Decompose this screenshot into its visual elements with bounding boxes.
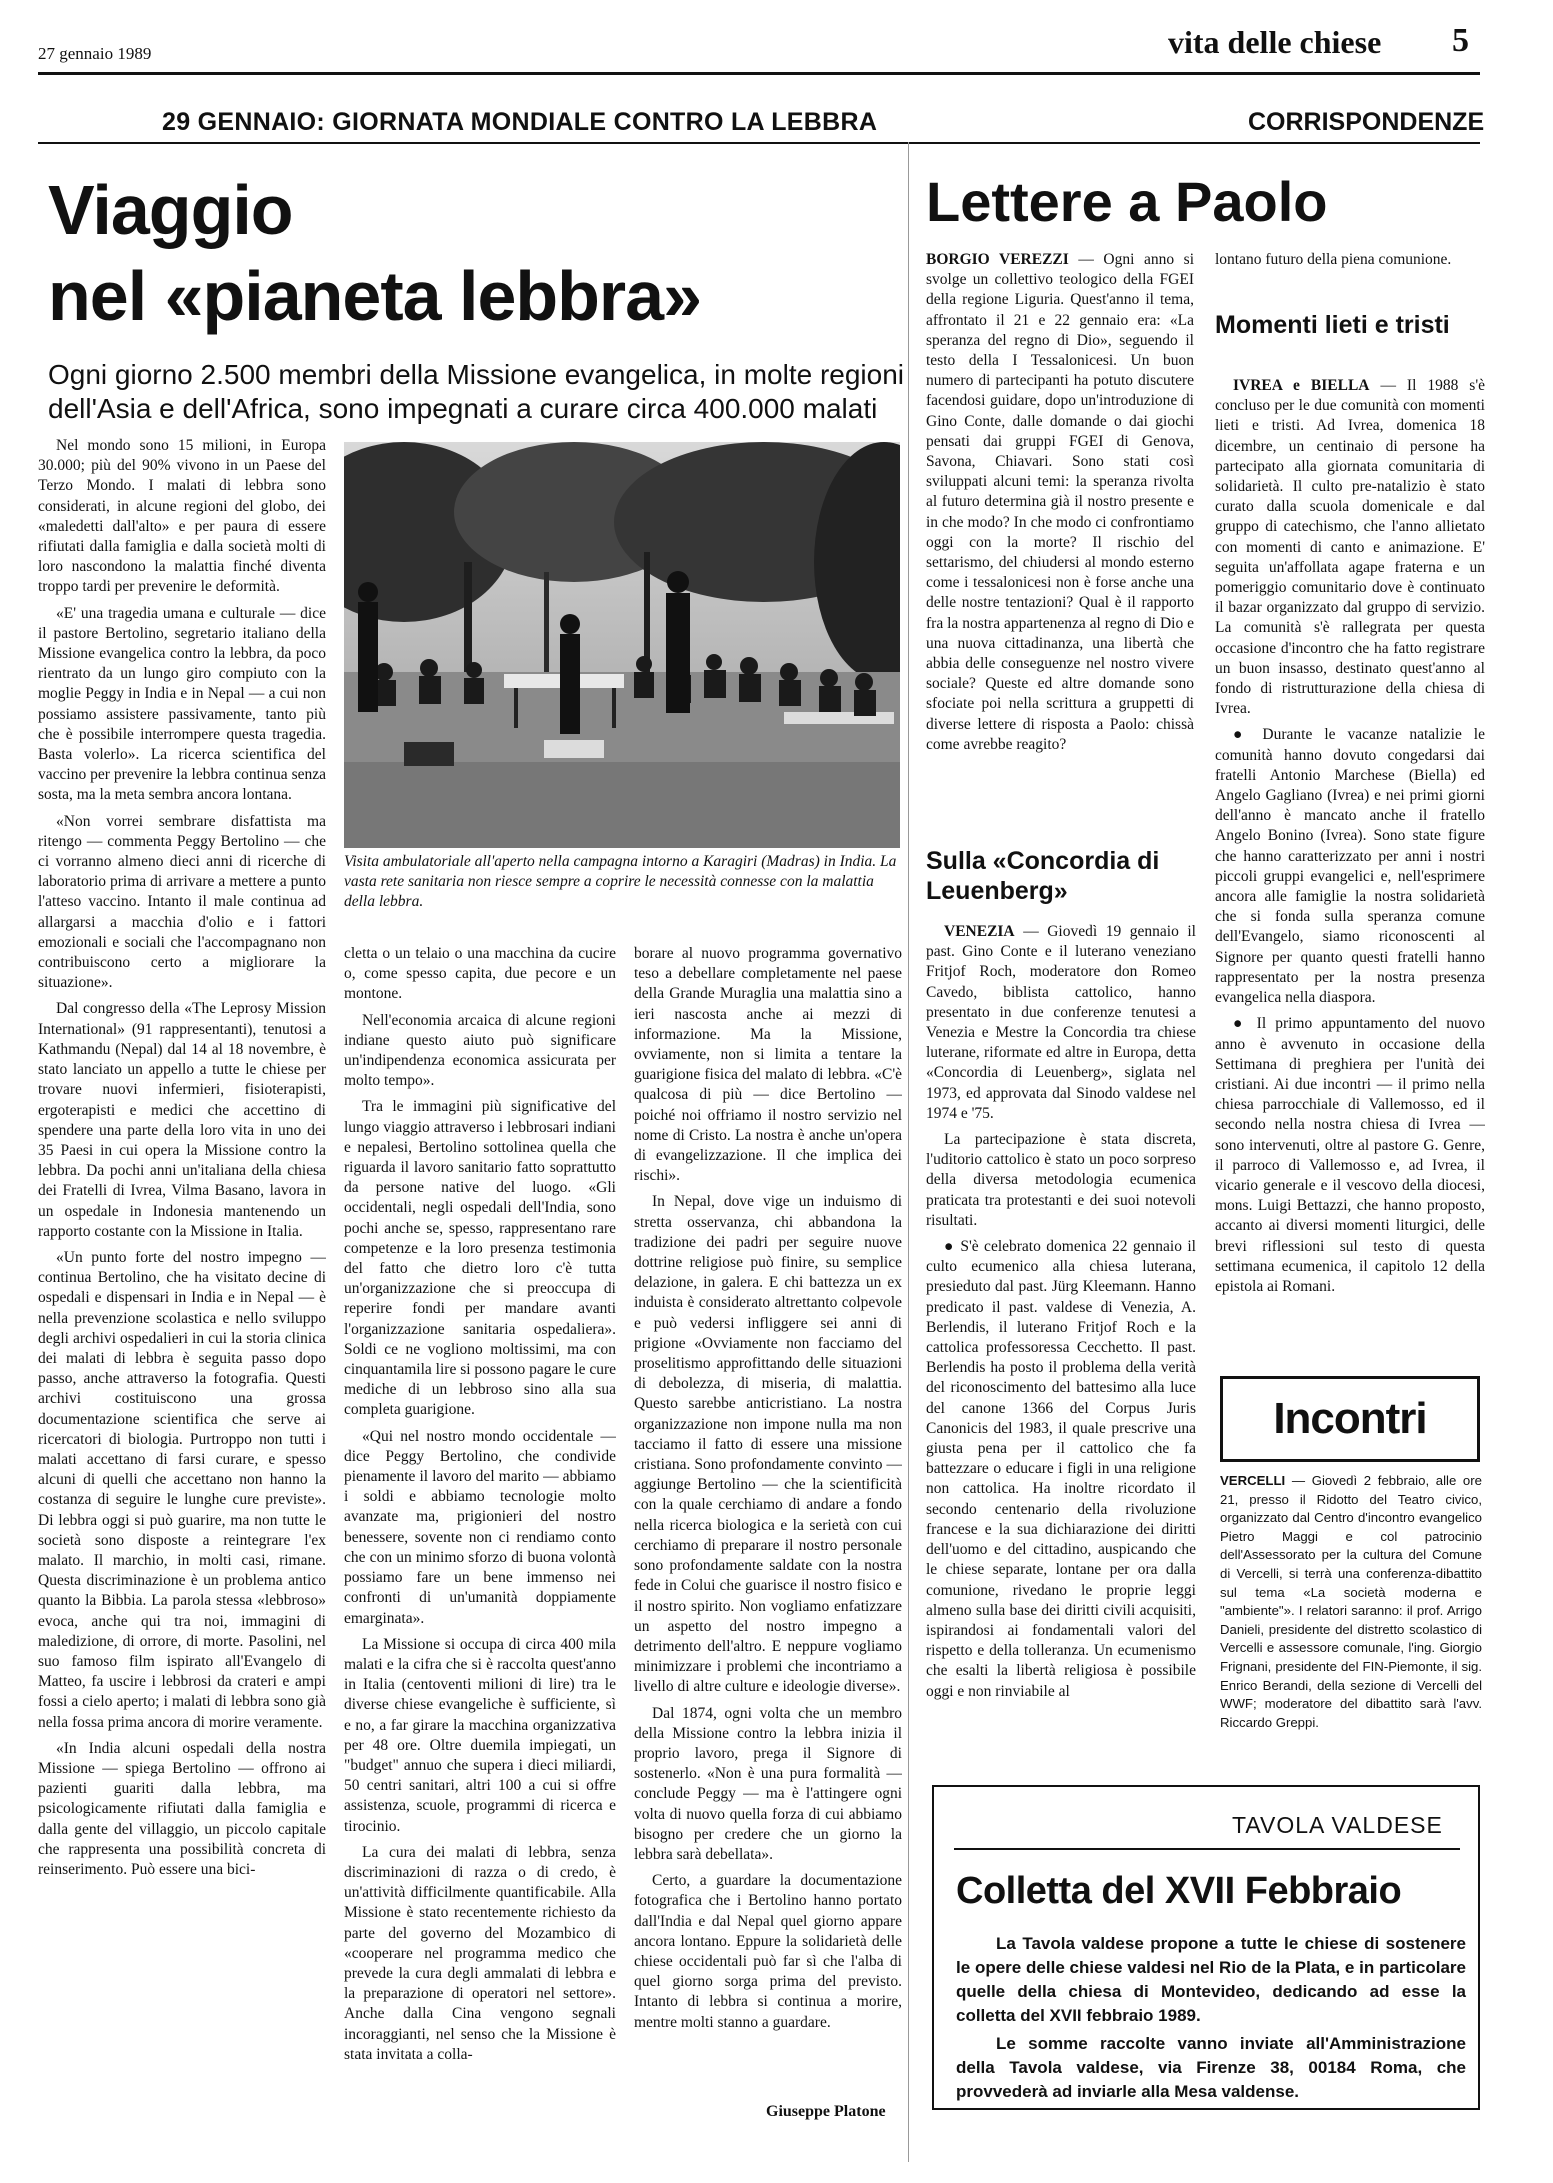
article-column-1 bbox=[38, 436, 326, 2126]
incontri-box bbox=[1220, 1376, 1480, 1462]
paragraph: ● S'è celebrato domenica 22 gennaio il culto ecumenico alla chiesa luterana, presieduto dal past. Jürg Kleemann. Hanno predicato il past. valdese di Venezia, A. Berlendis, il luterano Fritjof Roch e la cattolica professoressa Cecchetto. Il past. Berlendis ha posto il problema della verità del riconoscimento del battesimo alla luce del canone 1366 del Corpus Juris Canonicis del 1983, il quale prescrive una giusta pena per il cattolico che fa battezzare o educare i figli in una religione non cattolica. Ha inoltre ricordato il secondo centenario della rivoluzione francese e la sua dichiarazione dei diritti dell'uomo e del cittadino, auspicando che le chiese separate, lontane per ora dalla comunione, rivedano le proprie leggi almeno sulla base dei diritti civili acquisiti, ispirandosi ai fondamentali valori del rispetto e della tolleranza. Un ecumenismo che esalti la libertà religiosa è possibile oggi e non rinviabile al bbox=[926, 1238, 1196, 1700]
paragraph: «Un punto forte del nostro impegno — continua Bertolino, che ha visitato decine di ospedali e dispensari in India e in Nepal — è nella prevenzione scolastica e nello sviluppo degli archivi ospedalieri in cui la storia clinica dei malati di lebbra è seguita passo dopo passo, anche attraverso la fotografia. Questi archivi costituiscono una grossa documentazione scientifica che serve ai ricercatori di biologia. Purtroppo non tutti i malati accettano di farsi curare, e spesso alcuni di quelli che accettano non hanno la costanza di seguire le lunghe cure previste». Di lebbra oggi si può guarire, ma non tutte le società sono disposte a reintegrare l'ex malato. Il marchio, in molti casi, rimane. Questa discriminazione è un problema antico quanto la Bibbia. La parola stessa «lebbroso» evoca, anche qui tra noi, immagini di maledizione, di orrore, di morte. Pasolini, nel suo famoso film ispirato all'Evangelo di Matteo, fa uscire i lebbrosi da crateri e ampi fossi a cielo aperto; i malati di lebbra sono già nella fossa prima ancora di morire veramente. bbox=[38, 1248, 326, 1731]
paragraph: BORGIO VEREZZI — Ogni anno si svolge un collettivo teologico della FGEI della regione Liguria. Quest'anno il tema, affrontato il 21 e 22 gennaio era: «La speranza del regno di Dio», seguendo il testo della I Tessalonicesi. Un buon numero di partecipanti ha potuto discutere facendosi guidare, dopo un'introduzione di Gino Conte, dalle domande o dai giochi pensati dai gruppi FGEI di Genova, Savona, Chiavari. Sono stati così sviluppati alcuni temi: la speranza rivolta al futuro determina già il nostro presente e in che modo? In che modo ci confrontiamo oggi con la morte? Il rischio del settarismo, del chiudersi al mondo esterno come i tessalonicesi non è forse anche una delle nostre tentazioni? Qual è il rapporto fra la nostra appartenenza al regno di Dio e una nuova cittadinanza, una libertà che abbia delle conseguenze nel nostro vivere sociale? Queste ed altre domande sono sfociate poi nella scrittura a gruppetti di diverse lettere di risposta a Paolo: chissà come avrebbe reagito? bbox=[926, 251, 1194, 753]
paragraph: lontano futuro della piena comunione. bbox=[1215, 251, 1452, 268]
paragraph: La partecipazione è stata discreta, l'uditorio cattolico è stato un poco sorpreso della diversa metodologia ecumenica praticata tra protestanti e dei suoi notevoli risultati. bbox=[926, 1131, 1196, 1229]
letters-column-1 bbox=[926, 250, 1194, 822]
dateline: IVREA e BIELLA bbox=[1233, 377, 1370, 394]
paragraph: ● Durante le vacanze natalizie le comunità hanno dovuto congedarsi dai fratelli Antonio Marchese (Biella) ed Angelo Gagliano (Ivrea) e nei primi giorni dell'anno è mancato anche il fratello Angelo Bonino (Ivrea). Sono state figure che hanno caratterizzato per anni i nostri piccoli gruppi evangelici e, nell'esprimere ancora alle famiglie la nostra solidarietà che si fonda sulla speranza comune dell'Evangelo, siamo riconoscenti al Signore per quanto questi fratelli hanno rappresentato per la nostra presenza evangelica nella diaspora. bbox=[1215, 726, 1485, 1007]
paragraph: Certo, a guardare la documentazione fotografica che i Bertolino hanno portato dall'India e dal Nepal quel giorno appare ancora lontano. Eppure la solidarietà delle chiese occidentali può far sì che l'alba di quel giorno sorga prima del previsto. Intanto di lebbra si continua a morire, mentre molti stanno a guardare. bbox=[634, 1872, 902, 2031]
main-subheadline: Ogni giorno 2.500 membri della Missione evangelica, in molte regioni dell'Asia e dell'Africa, sono impegnati a curare circa 400.000 malati bbox=[48, 359, 905, 424]
concordia-subheadline: Sulla «Concordia di Leuenberg» bbox=[926, 847, 1160, 905]
section-heading-corrispondenze: CORRISPONDENZE bbox=[1248, 108, 1485, 136]
paragraph: Nell'economia arcaica di alcune regioni indiane questo aiuto può significare un'indipendenza economica assicurata per molto tempo». bbox=[344, 1011, 616, 1090]
paragraph: ● Il primo appuntamento del nuovo anno è avvenuto in occasione della Settimana di preghiera per l'unità dei cristiani. Ai due incontri — il primo nella chiesa parrocchiale di Vallemosso, ed il secondo nella nostra chiesa di Ivrea — sono intervenuti, oltre al pastore G. Genre, il parroco di Vallemosso e, ad Ivrea, il vicario generale e il vescovo della diocesi, mons. Luigi Bettazzi, che hanno proposto, accanto ai diversi momenti liturgici, delle brevi riflessioni sul testo di questa settimana ecumenica, il capitolo 12 della epistola ai Romani. bbox=[1215, 1015, 1485, 1295]
dateline: BORGIO VEREZZI bbox=[926, 251, 1069, 268]
paragraph: La Missione si occupa di circa 400 mila malati e la cifra che si è raccolta quest'anno in Italia (centoventi milioni di lire) tra le diverse chiese evangeliche è sufficiente, sì e no, a far girare la macchina organizzativa per 48 ore. Oltre duemila impiegati, un "budget" annuo che supera i dieci miliardi, 50 centri sanitari, altri 100 a cui si offre assistenza, scuole, programmi di ricerca e tirocinio. bbox=[344, 1635, 616, 1835]
momenti-column bbox=[1215, 376, 1485, 1371]
paragraph: Tra le immagini più significative del lungo viaggio attraverso i lebbrosari indiani e nepalesi, Bertolino sottolinea quella che riguarda il lavoro sanitario fatto soprattutto da persone native del luogo. «Gli occidentali, negli ospedali dell'India, sono pochi anche se, spesso, rappresentano rare competenze e la loro presenza testimonia del fatto che dietro loro c'è tutta un'organizzazione che si preoccupa di reperire fondi per mandare avanti l'organizzazione sanitaria ospedaliera». Soldi ce ne vogliono moltissimi, ma con cinquantamila lire si possono pagare le cure mediche di un lebbroso sino alla sua completa guarigione. bbox=[344, 1098, 616, 1419]
concordia-column bbox=[926, 922, 1196, 1752]
photo-illustration bbox=[344, 442, 900, 848]
incontri-text: VERCELLI — Giovedì 2 febbraio, alle ore 21, presso il Ridotto del Teatro civico, organizzato dal Centro d'incontro evangelico Pietro Maggi e col patrocinio dell'Assessorato per la cultura del Comune di Vercelli, si terrà una conferenza-dibattito sul tema «La società moderna e "ambiente"». I relatori saranno: il prof. Arrigo Danieli, presidente del distretto scolastico di Vercelli e assessore comunale, l'ing. Giorgio Frignani, presidente del FIN-Piemonte, il sig. Enrico Berandi, della sezione di Vercelli del WWF; moderatore del dibattito sarà l'avv. Riccardo Greppi. bbox=[1220, 1473, 1482, 1730]
tavola-valdese-title: Colletta del XVII Febbraio bbox=[956, 1870, 1402, 1912]
section-rule bbox=[38, 142, 1480, 144]
article-photo bbox=[344, 442, 900, 848]
paragraph: «Qui nel nostro mondo occidentale — dice Peggy Bertolino, che condivide pienamente il lavoro del marito — abbiamo i soldi e abbiamo tecnologie molto avanzate ma, prigionieri del nostro benessere, sovente non ci rendiamo conto che con un minimo sforzo di buona volontà possiamo fare un bene immenso nei confronti di un'umanità doppiamente emarginata». bbox=[344, 1427, 616, 1627]
article-signature: Giuseppe Platone bbox=[766, 2103, 886, 2120]
paragraph: cletta o un telaio o una macchina da cucire o, come spesso capita, due pecore e un montone. bbox=[344, 945, 616, 1003]
main-headline-line2: nel «pianeta lebbra» bbox=[48, 257, 702, 335]
paragraph: «In India alcuni ospedali della nostra Missione — spiega Bertolino — offrono ai pazienti guariti dalla lebbra, ma psicologicamente rifiutati dalla famiglia e dalla gente del villaggio, un piccolo capitale che rappresenta una possibilità concreta di reinserimento. Può essere una bici- bbox=[38, 1739, 326, 1879]
issue-date: 27 gennaio 1989 bbox=[38, 44, 152, 63]
main-headline-line1: Viaggio bbox=[48, 171, 293, 249]
tavola-valdese-label: TAVOLA VALDESE bbox=[1232, 1812, 1443, 1838]
paragraph: borare al nuovo programma governativo teso a debellare completamente nel paese della Grande Muraglia una malattia sino a ieri nascosta anche ai mezzi di informazione. Ma la Missione, ovviamente, non si limita a tentare la guarigione fisica del malato di lebbra. «C'è qualcosa di più — dice Bertolino — poiché noi offriamo il nostro servizio nel nome di Cristo. La nostra è anche un'opera di evangelizzazione. Il che implica dei rischi». bbox=[634, 945, 902, 1185]
paragraph: «Non vorrei sembrare disfattista ma ritengo — commenta Peggy Bertolino — che ci vorranno almeno dieci anni di ricerche di laboratorio prima di arrivare a mettere a punto l'atteso vaccino. Intanto il male continua ad allargarsi a macchia d'olio e i fattori emozionali e sociali che l'accompagnano non contribuiscono certo a migliorare la situazione». bbox=[38, 812, 326, 992]
article-column-2 bbox=[344, 944, 616, 2124]
paragraph: In Nepal, dove vige un induismo di stretta osservanza, chi abbandona la tradizione dei padri per seguire nuove dottrine religiose può finire, su semplice delazione, in galera. E chi battezza un ex induista è considerato altrettanto colpevole e può vedersi infliggere sei anni di prigione «Ovviamente non facciamo del proselitismo approfittando delle situazioni di debolezza, di miseria, di malattia. Questo sarebbe anticristiano. La nostra organizzazione non impone nulla ma non tacciamo il fatto di essere una missione cristiana. Sono profondamente convinto — aggiunge Bertolino — che la scientificità con la quale cerchiamo di andare a fondo nella ricerca biologica e la serietà con cui cerchiamo di preparare il nostro personale sono profondamente saldate con la nostra fede in Colui che guarisce il nostro fisico e il nostro spirito. Non vogliamo enfatizzare un aspetto del nostro impegno a detrimento dell'altro. E neppure vogliamo minimizzare i problemi che incontriamo a livello di altre culture e ideologie diverse». bbox=[634, 1193, 902, 1696]
newspaper-name: vita delle chiese bbox=[1168, 24, 1382, 60]
dateline: VERCELLI bbox=[1220, 1473, 1286, 1488]
momenti-subheadline: Momenti lieti e tristi bbox=[1215, 311, 1450, 339]
paragraph: La cura dei malati di lebbra, senza discriminazioni di razza o di credo, è un'attività difficilmente quantificabile. Alla Missione è stato recentemente richiesto da parte del governo del Mozambico di «cooperare nel programma medico che prevede la cura degli ammalati di lebbra e la preparazione di operatori nel settore». Anche dalla Cina vengono segnali incoraggianti, nel senso che la Missione è stata invitata a colla- bbox=[344, 1843, 616, 2063]
paragraph: VENEZIA — Giovedì 19 gennaio il past. Gino Conte e il luterano veneziano Fritjof Roch, moderatore don Romeo Cavedo, biblista cattolico, hanno presentato in due conferenze tenutesi a Venezia e Mestre la Concordia tra chiese luterane, riformate ed altre in Europa, detta «Concordia di Leuenberg», siglata nel 1973, ed approvata dal Sinodo valdese nel 1974 e '75. bbox=[926, 923, 1196, 1122]
paragraph: Nel mondo sono 15 milioni, in Europa 30.000; più del 90% vivono in un Paese del Terzo Mondo. I malati di lebbra sono considerati, in alcune regioni del globo, dei «maledetti dall'alto» e per paura di essere rifiutati dalla famiglia e dalla società molti di loro nascondono la malattia finché diventa troppo tardi per prevenire le deformità. bbox=[38, 437, 326, 596]
paragraph: La Tavola valdese propone a tutte le chiese di sostenere le opere delle chiese valdesi nel Rio de la Plata, e in particolare quelle della chiesa di Montevideo, dedicando ad esse la colletta del XVII febbraio 1989. bbox=[956, 1934, 1466, 2025]
incontri-title: Incontri bbox=[1273, 1394, 1427, 1443]
photo-caption: Visita ambulatoriale all'aperto nella campagna intorno a Karagiri (Madras) in India. La vasta rete sanitaria non riesce sempre a coprire le necessità connesse con la malattia della lebbra. bbox=[344, 853, 897, 910]
dateline: VENEZIA bbox=[944, 923, 1015, 940]
paragraph: Dal congresso della «The Leprosy Mission International» (91 rappresentanti), tenutosi a Kathmandu (Nepal) dal 14 al 18 novembre, è stato lanciato un appello a tutte le chiese per trovare nuovi infermieri, fisioterapisti, ergoterapisti e medici che accettino di spendere una parte della loro vita in uno dei 35 Paesi in cui opera la Missione contro la lebbra. Da pochi anni un'italiana della chiesa dei Fratelli di Ivrea, Vilma Basano, lavora in un ospedale in Indonesia mantenendo un rapporto costante con la Missione in Italia. bbox=[38, 1000, 326, 1240]
paragraph: «E' una tragedia umana e culturale — dice il pastore Bertolino, segretario italiano della Missione evangelica contro la lebbra, da poco rientrato da un lungo giro compiuto con la moglie Peggy in India e in Nepal — a cui non possiamo assistere passivamente, tanto più che è possibile interrompere questa tragedia. Basta volerlo». La ricerca scientifica del vaccino per prevenire la lebbra continua senza sosta, ma la meta sembra ancora lontana. bbox=[38, 604, 326, 804]
letters-column-2-top bbox=[1215, 250, 1485, 294]
column-divider bbox=[908, 142, 909, 2162]
paragraph: IVREA e BIELLA — Il 1988 s'è concluso per le due comunità con momenti lieti e tristi. Ad Ivrea, domenica 18 dicembre, un centinaio di persone ha partecipato alla giornata comunitaria di solidarietà. Il culto pre-natalizio è stato curato dalla scuola domenicale e dal gruppo di catechismo, che l'anno allietato con momenti di canto e animazione. E' seguita un'affollata agape fraterna e un pomeriggio comunitario dove è continuato il bazar organizzato dal gruppo di servizio. La comunità s'è rallegrata per questa occasione d'incontro che ha fatto registrare un buon insasso, destinato quest'anno al fondo di ristrutturazione della chiesa di Ivrea. bbox=[1215, 377, 1485, 718]
article-column-3 bbox=[634, 944, 902, 2094]
section-heading-lebbra: 29 GENNAIO: GIORNATA MONDIALE CONTRO LA LEBBRA bbox=[162, 108, 878, 136]
header-rule bbox=[38, 72, 1480, 75]
paragraph: Dal 1874, ogni volta che un membro della Missione contro la lebbra inizia il proprio lavoro, prega il Signore di sostenerlo. «Non è una pura formalità — conclude Peggy — ma è l'attingere ogni volta di nuovo quella forza di cui abbiamo bisogno per credere che un giorno la lebbra sarà debellata». bbox=[634, 1704, 902, 1863]
tavola-valdese-rule bbox=[954, 1848, 1460, 1850]
letters-headline: Lettere a Paolo bbox=[926, 170, 1328, 233]
paragraph: Le somme raccolte vanno inviate all'Amministrazione della Tavola valdese, via Firenze 38, 00184 Roma, che provvederà ad inviarle alla Mesa valdense. bbox=[956, 2034, 1466, 2101]
page-number: 5 bbox=[1452, 22, 1469, 59]
tavola-valdese-text bbox=[956, 1932, 1466, 2108]
